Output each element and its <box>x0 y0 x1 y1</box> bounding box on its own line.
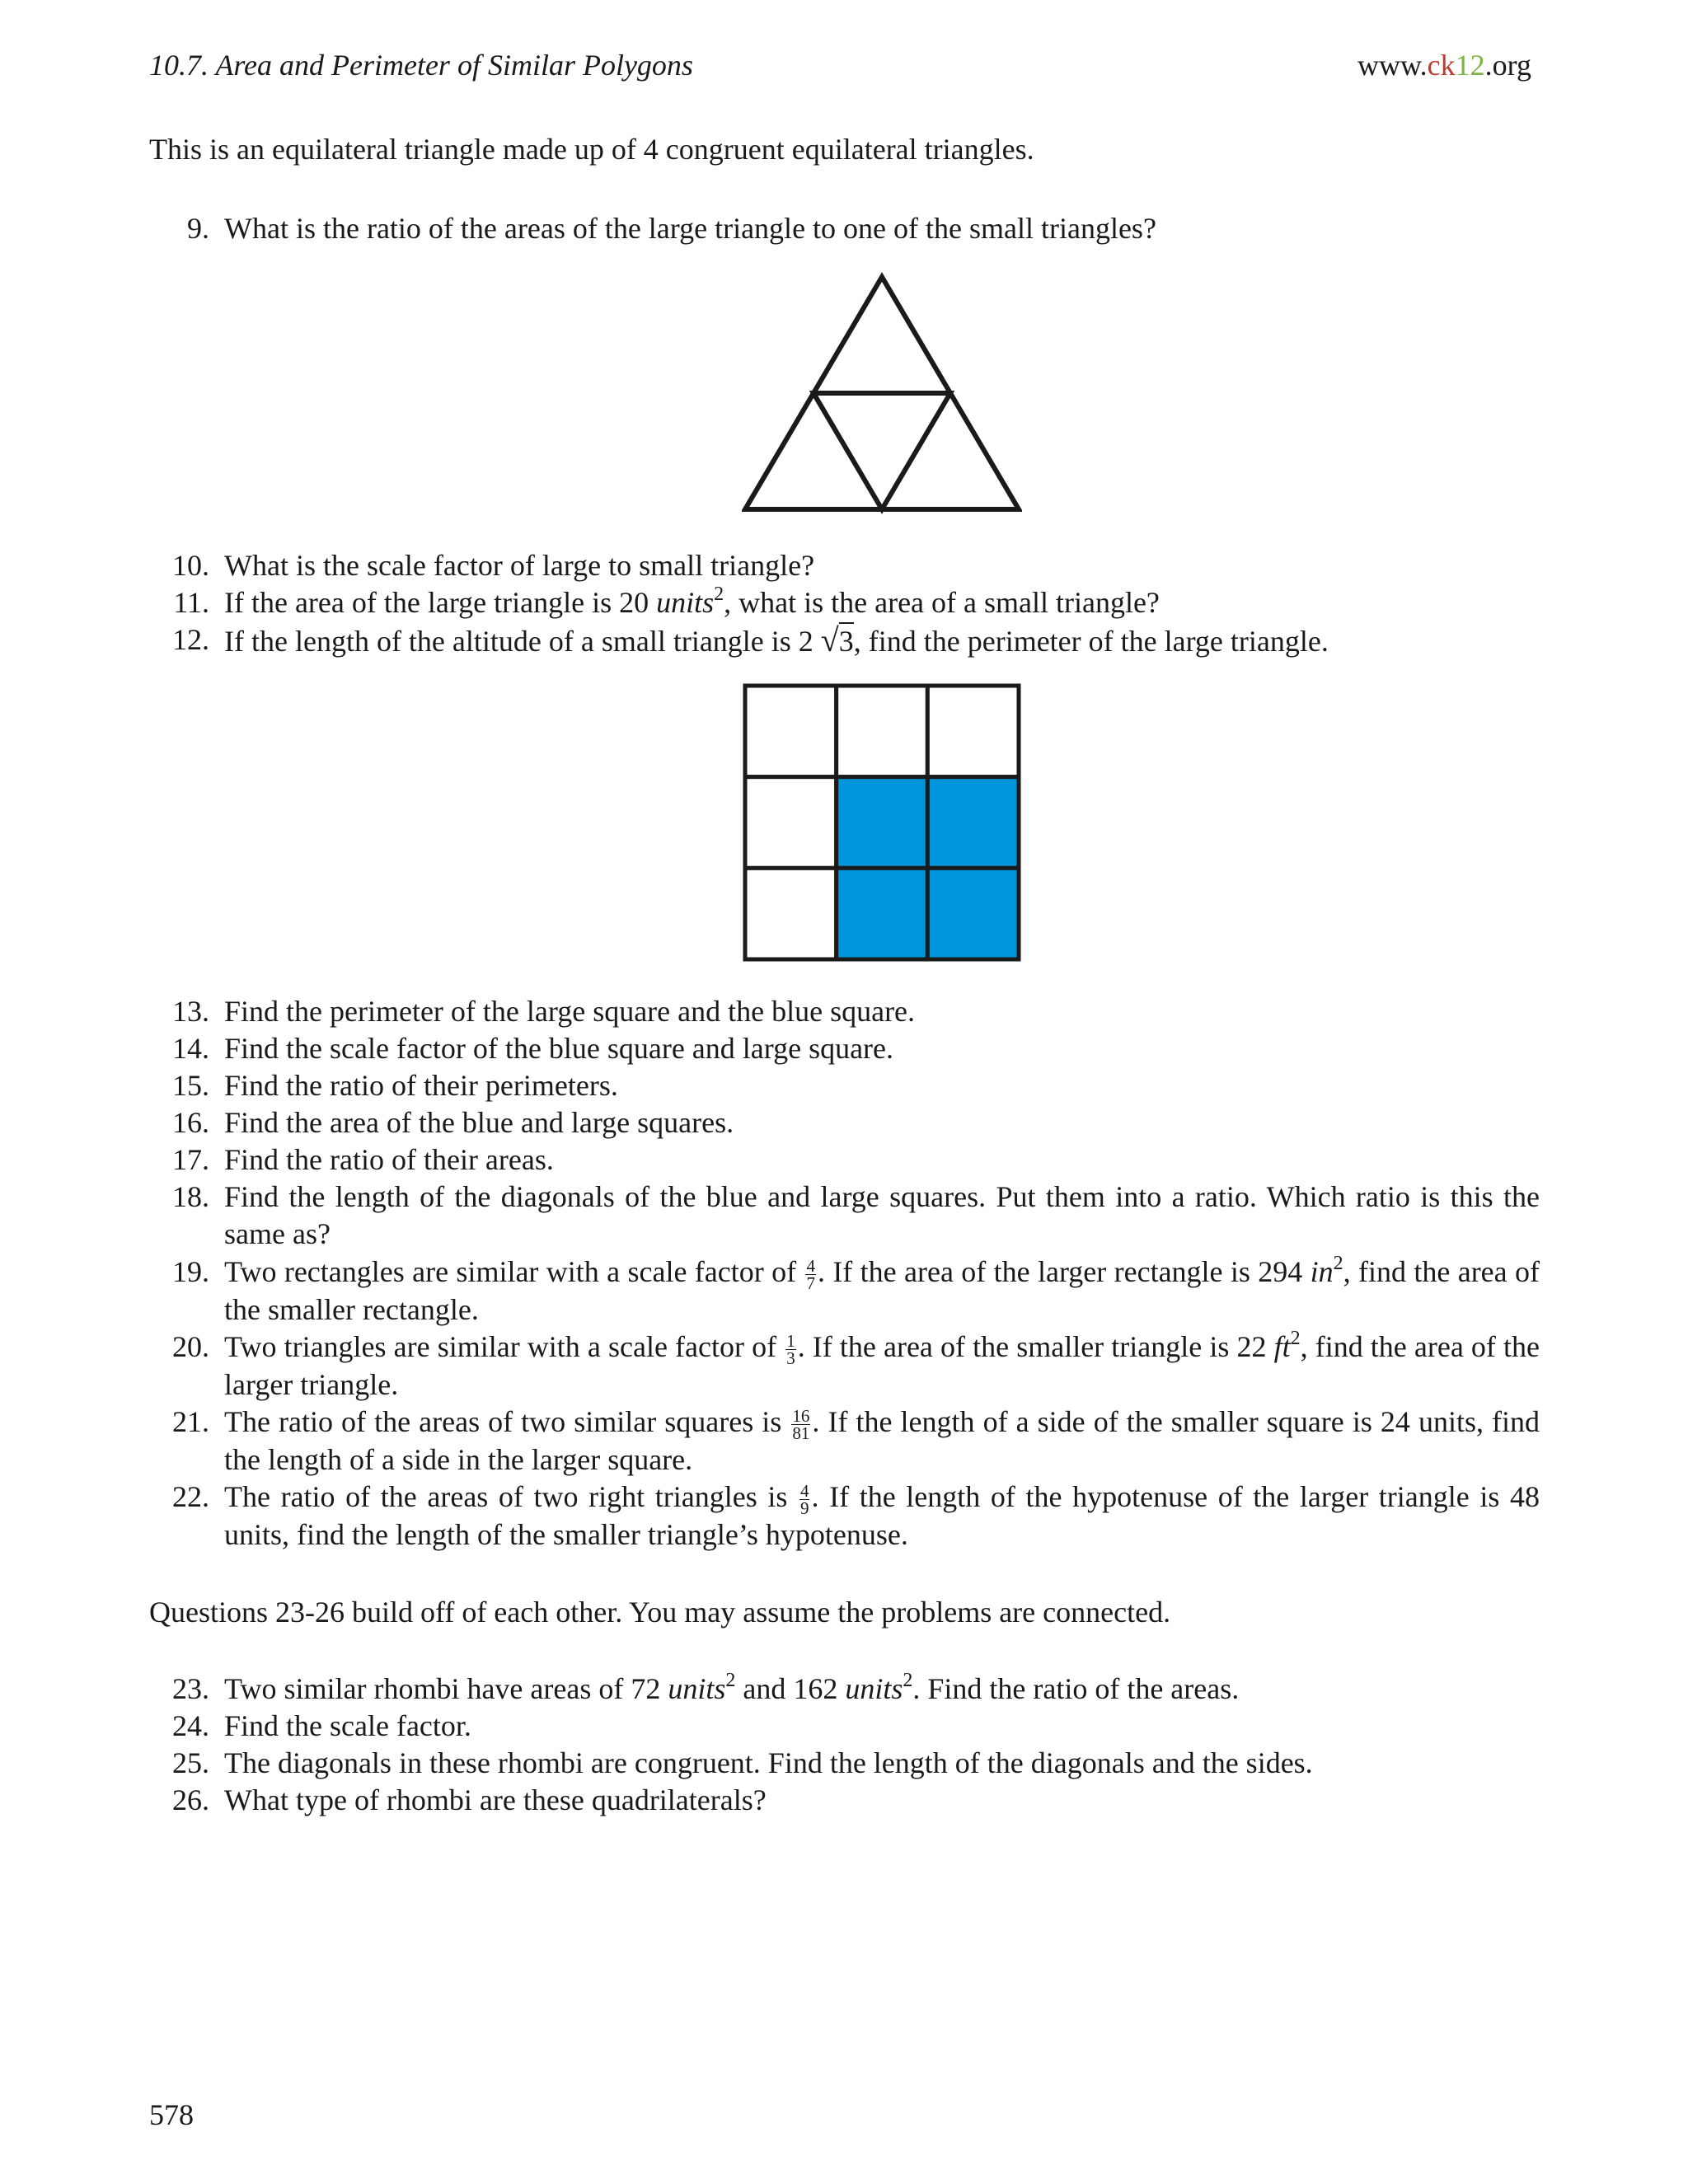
question-26 <box>149 1782 1540 1819</box>
question-text: The ratio of the areas of two right triangles is $\frac{4}{9}$ . If the length of the hypotenuse of the larger triangle is 48 units, find the length of the smaller triangle’s hypotenuse. <box>224 1480 1540 1552</box>
blue-grid-cell <box>927 868 1019 959</box>
question-text: Find the length of the diagonals of the blue and large squares. Put them into a ratio. Which ratio is this the same as? <box>224 1180 1540 1250</box>
question-text: What type of rhombi are these quadrilaterals? <box>224 1783 767 1816</box>
white-grid-cell <box>745 868 837 959</box>
question-number: 15. <box>172 1069 209 1102</box>
site-prefix: www. <box>1357 49 1428 82</box>
question-text: What is the ratio of the areas of the large triangle to one of the small triangles? <box>224 212 1156 245</box>
question-number: 13. <box>172 995 209 1028</box>
square-root: √3 <box>820 621 854 658</box>
question-number: 11. <box>173 586 209 619</box>
running-header-site[interactable] <box>1357 48 1531 82</box>
question-13 <box>149 993 1540 1030</box>
fraction: $\frac{4}{7}$ <box>806 1256 815 1294</box>
site-ck: ck <box>1427 49 1456 82</box>
fraction: $\frac{16}{81}$ <box>792 1406 810 1444</box>
blue-grid-cell <box>837 868 928 959</box>
fraction: $\frac{1}{3}$ <box>786 1331 795 1369</box>
white-grid-cell <box>927 686 1019 777</box>
question-20 <box>149 1329 1540 1404</box>
square-grid-figure <box>742 682 1022 963</box>
question-text: The diagonals in these rhombi are congruent. Find the length of the diagonals and the sides. <box>224 1746 1313 1779</box>
question-text: Two rectangles are similar with a scale factor of $\frac{4}{7}$ . If the area of the larger rectangle is 294 $in^2$, find the area of the smaller rectangle. <box>224 1253 1540 1327</box>
question-text: Find the scale factor. <box>224 1709 471 1742</box>
question-17 <box>149 1141 1540 1179</box>
question-23 <box>149 1671 1540 1708</box>
question-text: Find the area of the blue and large squares. <box>224 1106 734 1139</box>
question-number: 12. <box>172 623 209 656</box>
question-number: 22. <box>172 1480 209 1513</box>
question-number: 25. <box>172 1746 209 1779</box>
intro-paragraph: This is an equilateral triangle made up of 4 congruent equilateral triangles. <box>149 133 1034 166</box>
triangle-figure <box>742 272 1022 514</box>
question-number: 16. <box>172 1106 209 1139</box>
question-number: 21. <box>172 1405 209 1438</box>
question-text: Two triangles are similar with a scale factor of $\frac{1}{3}$ . If the area of the smaller triangle is 22 $ft^2$, find the area of the larger triangle. <box>224 1328 1540 1402</box>
white-grid-cell <box>837 686 928 777</box>
question-number: 10. <box>172 549 209 582</box>
question-text: Find the perimeter of the large square and the blue square. <box>224 995 916 1028</box>
question-text: Find the ratio of their areas. <box>224 1143 554 1176</box>
question-text: Two similar rhombi have areas of 72 units$^2$ and 162 units$^2$. Find the ratio of the areas. <box>224 1670 1240 1705</box>
question-9 <box>149 210 1540 247</box>
question-text: What is the scale factor of large to small triangle? <box>224 549 815 582</box>
question-18 <box>149 1179 1540 1253</box>
question-text: If the area of the large triangle is 20 units$^2$, what is the area of a small triangle? <box>224 583 1160 619</box>
question-14 <box>149 1030 1540 1067</box>
question-10 <box>149 547 1540 584</box>
question-number: 14. <box>172 1032 209 1065</box>
question-22 <box>149 1479 1540 1554</box>
question-number: 19. <box>172 1255 209 1288</box>
question-12 <box>149 621 1540 660</box>
fraction: $\frac{4}{9}$ <box>799 1481 809 1519</box>
question-number: 9. <box>187 212 209 245</box>
white-grid-cell <box>745 777 837 869</box>
page-number: 578 <box>149 2098 194 2131</box>
site-12: 12 <box>1455 49 1485 82</box>
question-number: 18. <box>172 1180 209 1213</box>
question-text: Find the scale factor of the blue square and large square. <box>224 1032 894 1065</box>
question-text: If the length of the altitude of a small triangle is 2 √3, find the perimeter of the large triangle. <box>224 621 1329 658</box>
question-15 <box>149 1067 1540 1104</box>
question-24 <box>149 1708 1540 1745</box>
question-11 <box>149 584 1540 621</box>
question-19 <box>149 1254 1540 1329</box>
blue-grid-cell <box>837 777 928 869</box>
question-25 <box>149 1745 1540 1782</box>
question-number: 26. <box>172 1783 209 1816</box>
connector-paragraph: Questions 23-26 build off of each other. You may assume the problems are connected. <box>149 1596 1171 1629</box>
site-suffix: .org <box>1484 49 1531 82</box>
inner-inverted-triangle <box>814 393 950 509</box>
running-header-section: 10.7. Area and Perimeter of Similar Polygons <box>149 49 693 82</box>
question-16 <box>149 1104 1540 1141</box>
question-number: 17. <box>172 1143 209 1176</box>
question-number: 23. <box>172 1672 209 1705</box>
blue-grid-cell <box>927 777 1019 869</box>
question-21 <box>149 1404 1540 1479</box>
question-number: 24. <box>172 1709 209 1742</box>
question-number: 20. <box>172 1330 209 1363</box>
white-grid-cell <box>745 686 837 777</box>
question-text: Find the ratio of their perimeters. <box>224 1069 618 1102</box>
question-text: The ratio of the areas of two similar squares is $\frac{16}{81}$ . If the length of a side of the smaller square is 24 units, find the length of a side in the larger square. <box>224 1405 1540 1477</box>
